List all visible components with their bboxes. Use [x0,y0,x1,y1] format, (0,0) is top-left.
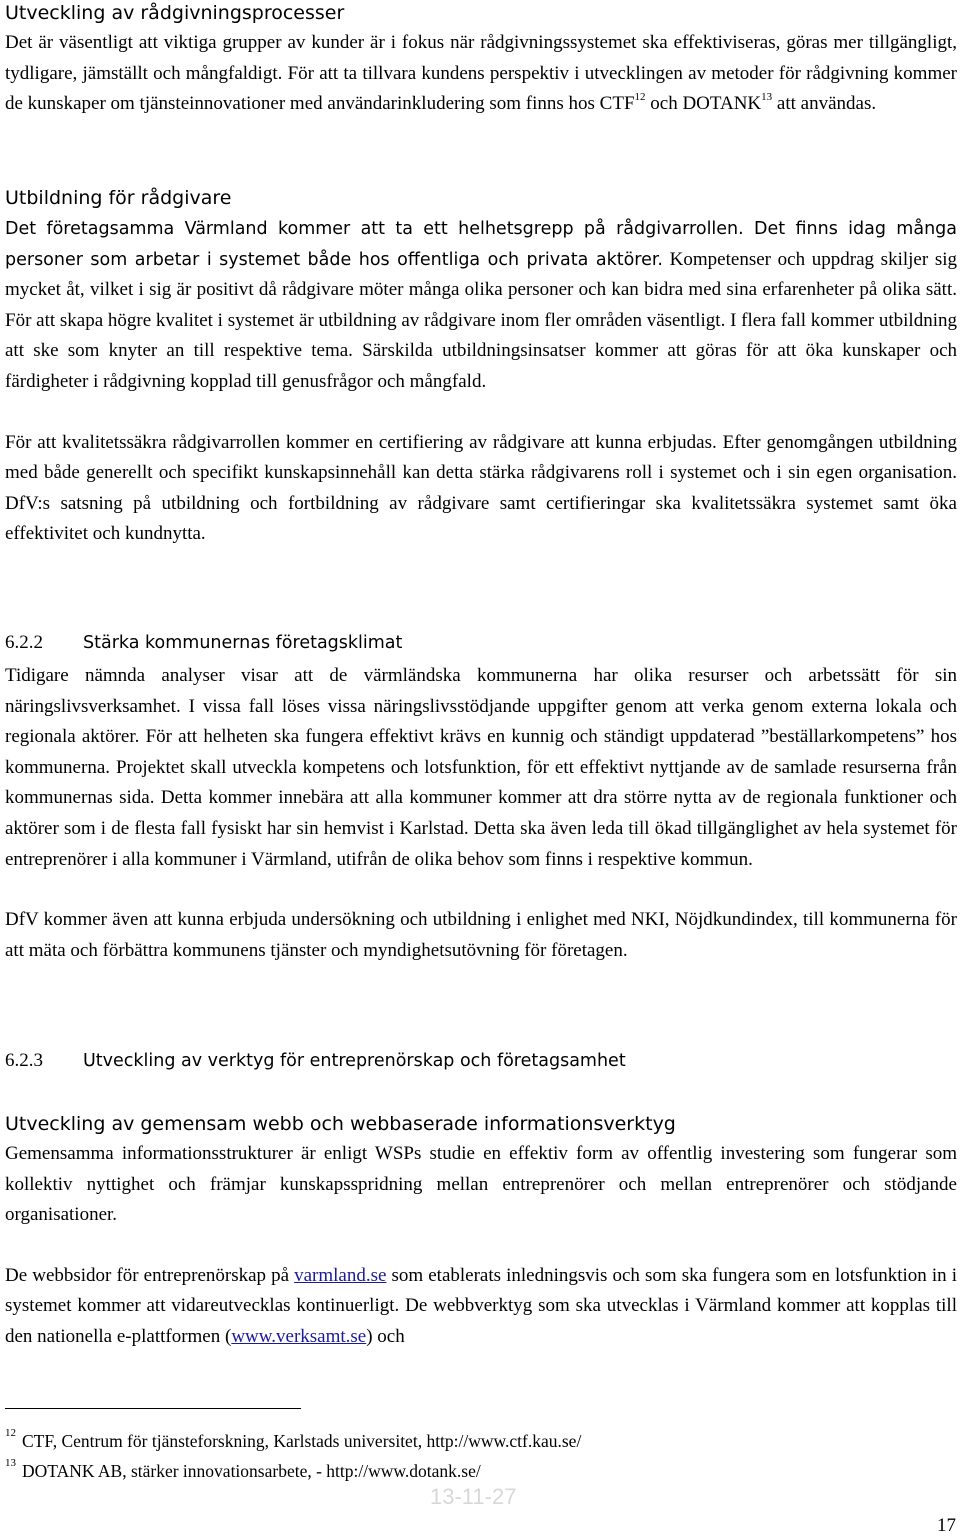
subsection-heading [5,628,957,658]
footnote-ref[interactable]: 12 [634,90,646,103]
paragraph-text: att användas. [772,93,877,115]
paragraph: DfV kommer även att kunna erbjuda undersökning och utbildning i enlighet med NKI, Nöjdkundindex, till kommunerna för att mäta och förbättra kommunens tjänster och myndighetsutövning för företagen. [5,909,957,961]
link-varmland[interactable]: varmland.se [294,1264,387,1286]
paragraph-text: och DOTANK [645,93,762,115]
footnote-number: 13 [5,1457,16,1470]
section-number: 6.2.3 [5,1050,43,1071]
paragraph-text: Det är väsentligt att viktiga grupper av kunder är i fokus när rådgivningssystemet ska effektiviseras, göras mer tillgängligt, tydligare, jämställt och mångfaldigt. För att ta tillvara kundens perspektiv i utvecklingen av metoder för rådgivning kommer de kunskaper om tjänsteinnovationer med användarinkludering som finns hos CTF [5,32,957,115]
section-advisory-process [5,0,957,120]
footnote-divider [5,1408,301,1409]
section-advisor-training [5,183,957,550]
footnote-number: 12 [5,1427,16,1440]
page-number: 17 [937,1515,956,1536]
date-stamp: 13-11-27 [430,1484,517,1509]
subheading: Utveckling av gemensam webb och webbaserade informationsverktyg [5,1113,676,1135]
paragraph-text: som etablerats inledningsvis och som ska fungera som en lotsfunktion in i systemet kommer att vidareutvecklas kontinuerligt. De webbverktyg som ska utvecklas i Värmland kommer att kopplas till den nationella e-plattformen ( [5,1264,957,1347]
paragraph-text: Kompetenser och uppdrag skiljer sig mycket åt, vilket i sig är positivt då rådgivare möter många olika personer och kan bidra med sina erfarenheter på olika sätt. För att skapa högre kvalitet i systemet är utbildning av rådgivare inom fler områden väsentligt. I flera fall kommer utbildning att ske som knyter an till respektive tema. Särskilda utbildningsinsatser kommer att göras för att öka kunskaper och färdigheter i rådgivning kopplad till genusfrågor och mångfald. [5,248,958,392]
paragraph [5,214,957,398]
paragraph: Tidigare nämnda analyser visar att de värmländska kommunerna har olika resurser och arbetssätt för sin näringslivsverksamhet. I vissa fall löses vissa näringslivsstödjande uppgifter genom att verka genom externa lokala och regionala aktörer. För att helheten ska fungera effektivt krävs en kunnig och ständigt uppdaterad ”beställarkompetens” hos kommunerna. Projektet skall utveckla kompetens och lotsfunktion, för ett effektivt nyttjande av de samlade resurserna från kommunernas sida. Detta kommer innebära att alla kommuner kommer att dra större nytta av de regionala funktioner och aktörer som i de flesta fall fysiskt har sin hemvist i Karlstad. Detta ska även leda till ökad tillgänglighet av hela systemet för entreprenörer i alla kommuner i Värmland, utifrån de olika behov som finns i respektive kommun. [5,665,957,870]
section-title: Utveckling av verktyg för entreprenörskap och företagsamhet [83,1051,626,1071]
section-6-2-2 [5,628,957,966]
paragraph-text: De webbsidor för entreprenörskap på [5,1264,295,1286]
section-heading: Utbildning för rådgivare [5,187,232,209]
link-verksamt[interactable]: www.verksamt.se [231,1325,367,1347]
footnote [5,1459,481,1483]
footnote-ref[interactable]: 13 [761,90,773,103]
section-heading: Utveckling av rådgivningsprocesser [5,2,345,24]
section-title: Stärka kommunernas företagsklimat [83,633,403,653]
section-number: 6.2.2 [5,632,43,653]
footnote-text: DOTANK AB, stärker innovationsarbete, - http://www.dotank.se/ [22,1461,481,1481]
paragraph: Gemensamma informationsstrukturer är enligt WSPs studie en effektiv form av offentlig investering som fungerar som kollektiv nyttighet och främjar kunskapsspridning mellan entreprenörer och mellan entreprenörer och stödjande organisationer. [5,1143,957,1226]
paragraph-text: ) och [366,1325,405,1347]
paragraph: För att kvalitetssäkra rådgivarrollen kommer en certifiering av rådgivare att kunna erbjudas. Efter genomgången utbildning med både generellt och specifikt kunskapsinnehåll kan detta stärka rådgivarens roll i systemet och i sin egen organisation. DfV:s satsning på utbildning och fortbildning av rådgivare samt certifieringar ska kvalitetssäkra systemet samt öka effektivitet och kundnytta. [5,431,957,545]
paragraph-text: Det företagsamma Värmland kommer att ta ett helhetsgrepp på rådgivarrollen. Det finns idag många personer som arbetar i systemet både hos offentliga och privata aktörer. [5,219,957,270]
paragraph [5,28,957,120]
paragraph [5,1261,957,1353]
section-6-2-3 [5,1046,957,1353]
subsection-heading [5,1046,957,1076]
footnote [5,1429,581,1453]
footnote-text: CTF, Centrum för tjänsteforskning, Karlstads universitet, http://www.ctf.kau.se/ [22,1431,582,1451]
